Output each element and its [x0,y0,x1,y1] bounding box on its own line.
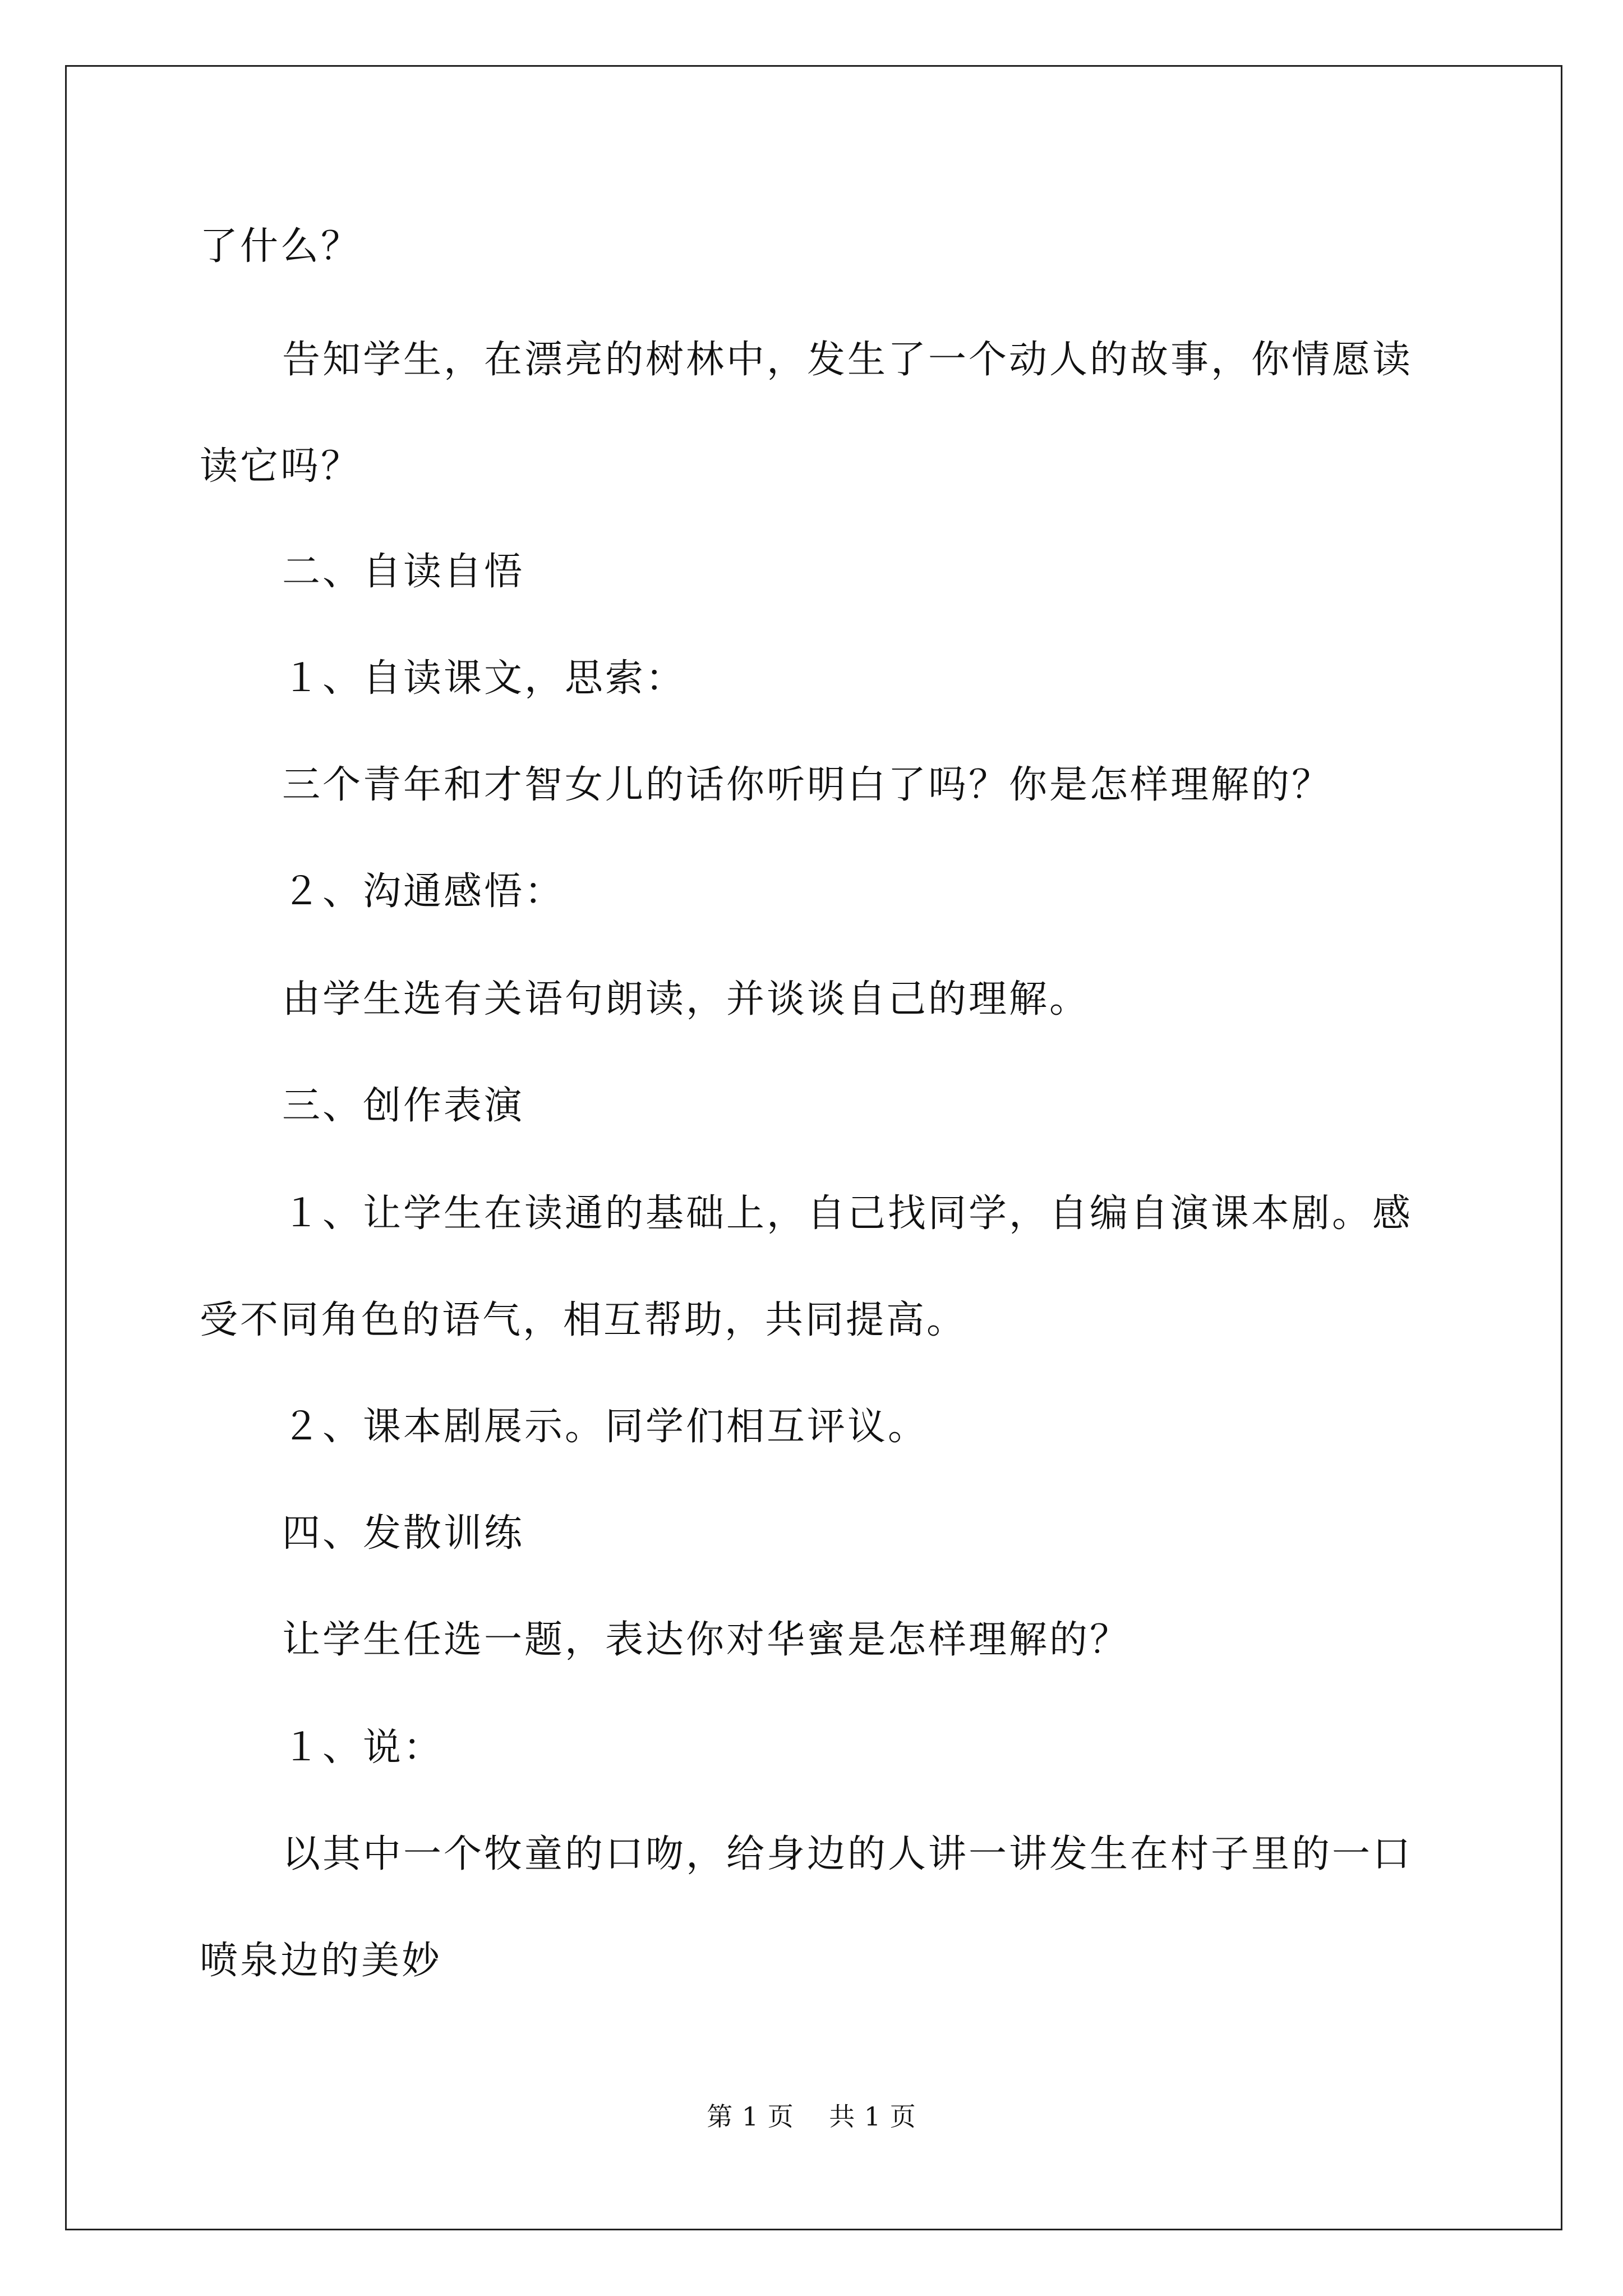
text-line: 受不同角色的语气，相互帮助，共同提高。 [200,1298,967,1342]
text-line: 读它吗？ [200,444,362,489]
section-heading: 二、自读自悟 [282,550,525,594]
text-line: ２、沟通感悟： [282,869,565,914]
text-line: 三个青年和才智女儿的话你听明白了吗？你是怎样理解的？ [282,763,1332,807]
text-line: 了什么？ [200,224,362,269]
text-line: 喷泉边的美妙 [200,1939,442,1983]
text-line: １、说： [282,1726,444,1770]
text-line: 由学生选有关语句朗读，并谈谈自己的理解。 [282,977,1090,1022]
text-line: 告知学生，在漂亮的树林中，发生了一个动人的故事，你情愿读 [282,338,1413,382]
section-heading: 四、发散训练 [282,1511,525,1556]
text-line: １、让学生在读通的基础上，自己找同学，自编自演课本剧。感 [282,1191,1413,1236]
page-number-footer: 第 1 页 共 1 页 [707,2101,916,2132]
text-line: ２、课本剧展示。同学们相互评议。 [282,1405,929,1449]
text-line: 以其中一个牧童的口吻，给身边的人讲一讲发生在村子里的一口 [282,1832,1413,1876]
section-heading: 三、创作表演 [282,1084,525,1128]
text-line: 让学生任选一题，表达你对华蜜是怎样理解的？ [282,1618,1131,1662]
text-line: １、自读课文，思索： [282,656,686,701]
